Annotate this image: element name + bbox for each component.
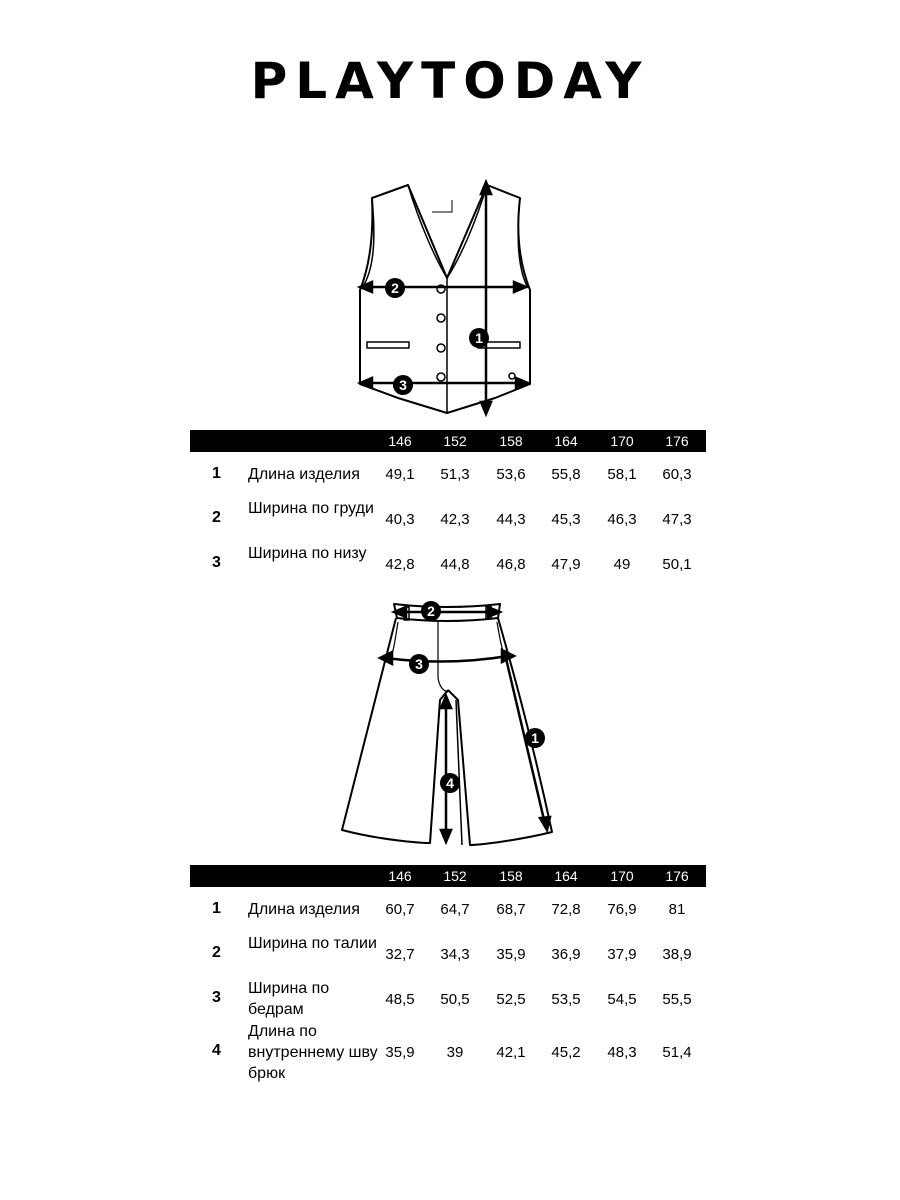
- row-number: 1: [212, 900, 221, 917]
- size-header: 170: [610, 433, 634, 449]
- cell-value: 48,3: [607, 1044, 637, 1061]
- size-header: 170: [610, 868, 634, 884]
- vest-table-header: [190, 430, 706, 452]
- size-header: 176: [665, 433, 689, 449]
- cell-value: 51,4: [662, 1044, 692, 1061]
- size-header: 164: [554, 433, 578, 449]
- row-number: 2: [212, 944, 221, 961]
- brand-logo: PLAYTODAY: [250, 52, 650, 110]
- cell-value: 47,3: [662, 511, 692, 528]
- size-header: 176: [665, 868, 689, 884]
- table-row: [190, 498, 706, 542]
- cell-value: 81: [668, 901, 686, 918]
- vest-marker-2: 2: [391, 280, 399, 296]
- cell-value: 45,3: [551, 511, 581, 528]
- pants-marker-3: 3: [415, 656, 423, 672]
- vest-marker-1: 1: [475, 330, 483, 346]
- size-header: 158: [499, 433, 523, 449]
- size-header: 164: [554, 868, 578, 884]
- row-label: Ширина по бедрам: [248, 980, 330, 1018]
- row-label: Длина по внутреннему шву брюк: [248, 1023, 378, 1082]
- cell-value: 51,3: [440, 466, 470, 483]
- cell-value: 50,1: [662, 556, 692, 573]
- row-label: Ширина по талии: [248, 935, 377, 952]
- cell-value: 46,3: [607, 511, 637, 528]
- table-row: [190, 933, 706, 977]
- cell-value: 32,7: [385, 946, 415, 963]
- cell-value: 53,6: [496, 466, 526, 483]
- size-header: 158: [499, 868, 523, 884]
- cell-value: 48,5: [385, 991, 415, 1008]
- cell-value: 44,8: [440, 556, 470, 573]
- cell-value: 55,8: [551, 466, 581, 483]
- table-row: [190, 543, 706, 587]
- row-number: 3: [212, 554, 221, 571]
- cell-value: 54,5: [607, 991, 637, 1008]
- pants-size-table: [190, 865, 706, 1085]
- row-number: 1: [212, 465, 221, 482]
- cell-value: 47,9: [551, 556, 581, 573]
- row-label: Длина изделия: [248, 901, 360, 918]
- size-header: 152: [443, 433, 467, 449]
- pants-table-header: [190, 865, 706, 887]
- row-number: 3: [212, 989, 221, 1006]
- cell-value: 42,1: [496, 1044, 526, 1061]
- cell-value: 42,8: [385, 556, 415, 573]
- cell-value: 58,1: [607, 466, 637, 483]
- table-row: [190, 978, 706, 1022]
- vest-drawing: [340, 170, 570, 425]
- cell-value: 64,7: [440, 901, 470, 918]
- table-row: [190, 464, 706, 486]
- row-number: 2: [212, 509, 221, 526]
- cell-value: 53,5: [551, 991, 581, 1008]
- cell-value: 52,5: [496, 991, 526, 1008]
- cell-value: 60,3: [662, 466, 692, 483]
- cell-value: 38,9: [662, 946, 692, 963]
- cell-value: 46,8: [496, 556, 526, 573]
- row-label: Ширина по низу: [248, 545, 367, 562]
- cell-value: 76,9: [607, 901, 637, 918]
- row-label: Ширина по груди: [248, 500, 374, 517]
- cell-value: 49: [613, 556, 631, 573]
- table-row: [190, 899, 706, 921]
- size-header: 152: [443, 868, 467, 884]
- cell-value: 49,1: [385, 466, 415, 483]
- cell-value: 44,3: [496, 511, 526, 528]
- vest-marker-3: 3: [399, 377, 407, 393]
- cell-value: 50,5: [440, 991, 470, 1008]
- cell-value: 68,7: [496, 901, 526, 918]
- table-row: [190, 1021, 706, 1085]
- cell-value: 35,9: [496, 946, 526, 963]
- cell-value: 36,9: [551, 946, 581, 963]
- cell-value: 39: [446, 1044, 464, 1061]
- pants-marker-4: 4: [446, 775, 454, 791]
- size-header: 146: [388, 433, 412, 449]
- cell-value: 55,5: [662, 991, 692, 1008]
- cell-value: 72,8: [551, 901, 581, 918]
- cell-value: 45,2: [551, 1044, 581, 1061]
- cell-value: 34,3: [440, 946, 470, 963]
- size-header: 146: [388, 868, 412, 884]
- cell-value: 42,3: [440, 511, 470, 528]
- cell-value: 40,3: [385, 511, 415, 528]
- cell-value: 35,9: [385, 1044, 415, 1061]
- row-number: 4: [212, 1042, 221, 1059]
- row-label: Длина изделия: [248, 466, 360, 483]
- cell-value: 37,9: [607, 946, 637, 963]
- cell-value: 60,7: [385, 901, 415, 918]
- pants-marker-2: 2: [427, 603, 435, 619]
- pants-drawing: [330, 590, 560, 855]
- pants-marker-1: 1: [531, 730, 539, 746]
- vest-size-table: [190, 430, 706, 590]
